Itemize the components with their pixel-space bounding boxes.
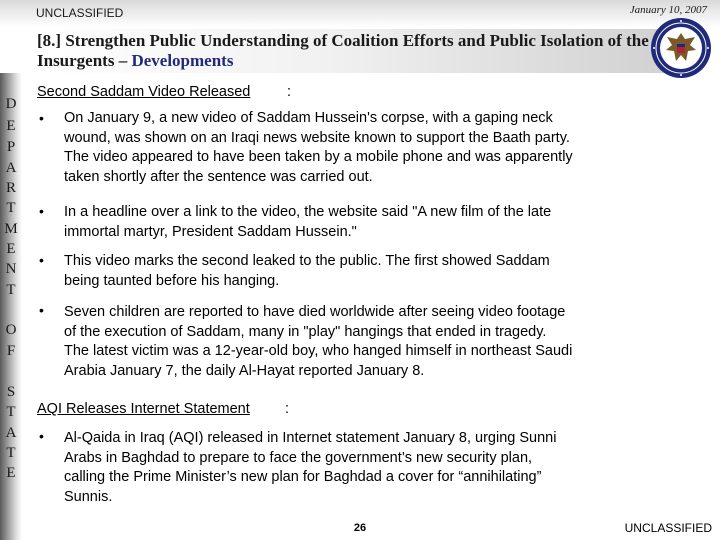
bullet-text: Seven children are reported to have died worldwide after seeing video footage of the execution of Saddam, many in "play" hangings that ended in tragedy. The latest victim was a 12-year-old boy, who hanged himself in northeast Saudi Arabia January 7, the daily Al-Hayat reported January 8. [64, 304, 573, 379]
seal-shield-chief [677, 44, 685, 47]
sidebar-letter: T [6, 200, 16, 216]
bullet-text: This video marks the second leaked to the public. The first showed Saddam being taunted before his hanging. [64, 253, 550, 289]
sidebar-letter: A [5, 425, 17, 441]
seal-dot-right [707, 47, 709, 49]
classification-bottom: UNCLASSIFIED [624, 521, 712, 535]
sidebar-letter: D [5, 96, 17, 112]
sidebar-letter: O [5, 322, 17, 338]
sidebar-letter: A [5, 160, 17, 176]
bullet-marker: • [39, 428, 44, 444]
bullet-text: In a headline over a link to the video, the website said "A new film of the late immortal martyr, President Saddam Hussein." [64, 204, 552, 240]
sidebar-letter: F [6, 343, 16, 359]
department-seal-icon [650, 17, 712, 79]
bullet-marker: • [39, 252, 44, 268]
sidebar-letter: E [6, 241, 16, 257]
seal-dot-left [653, 47, 655, 49]
title-accent: Developments [131, 51, 234, 70]
bullet-marker: • [39, 302, 44, 318]
sidebar-letter: E [6, 118, 16, 134]
title-main: [8.] Strengthen Public Understanding of Coalition Efforts and Public Isolation of the Insurgents – [37, 31, 649, 70]
bullet-text: On January 9, a new video of Saddam Hussein's corpse, with a gaping neck wound, was shown on an Iraqi news website known to support the Baath party. The video appeared to have been taken by a mobile phone and was apparently taken shortly after the sentence was carried out. [64, 110, 573, 185]
heading-colon: : [285, 401, 290, 417]
sidebar-letter: E [6, 465, 16, 481]
sidebar-letter: T [6, 404, 16, 420]
heading-colon: : [287, 84, 292, 100]
page-number: 26 [353, 522, 367, 534]
sidebar-letter: T [6, 445, 16, 461]
classification-top: UNCLASSIFIED [36, 6, 124, 20]
sidebar-letter: R [5, 180, 16, 196]
sidebar-letter: M [4, 221, 18, 237]
slide-title [37, 31, 657, 71]
slide-date: January 10, 2007 [629, 4, 707, 16]
bullet-marker: • [39, 110, 44, 126]
bullet-text: Al-Qaida in Iraq (AQI) released in Internet statement January 8, urging Sunni Arabs in Baghdad to prepare to face the government’s new security plan, calling the Prime Minister’s new plan for Baghdad a cover for “annihilating” Sunnis. [64, 430, 557, 505]
seal-dot-bottom [680, 74, 682, 76]
section-heading: AQI Releases Internet Statement [37, 401, 250, 417]
bullet-marker: • [39, 203, 44, 219]
sidebar-letter: S [6, 384, 16, 400]
sidebar-letter: P [6, 139, 16, 155]
sidebar-letter: T [6, 282, 16, 298]
seal-dot-top [680, 20, 682, 22]
section-heading: Second Saddam Video Released [37, 84, 251, 100]
sidebar-letter: N [5, 261, 17, 277]
